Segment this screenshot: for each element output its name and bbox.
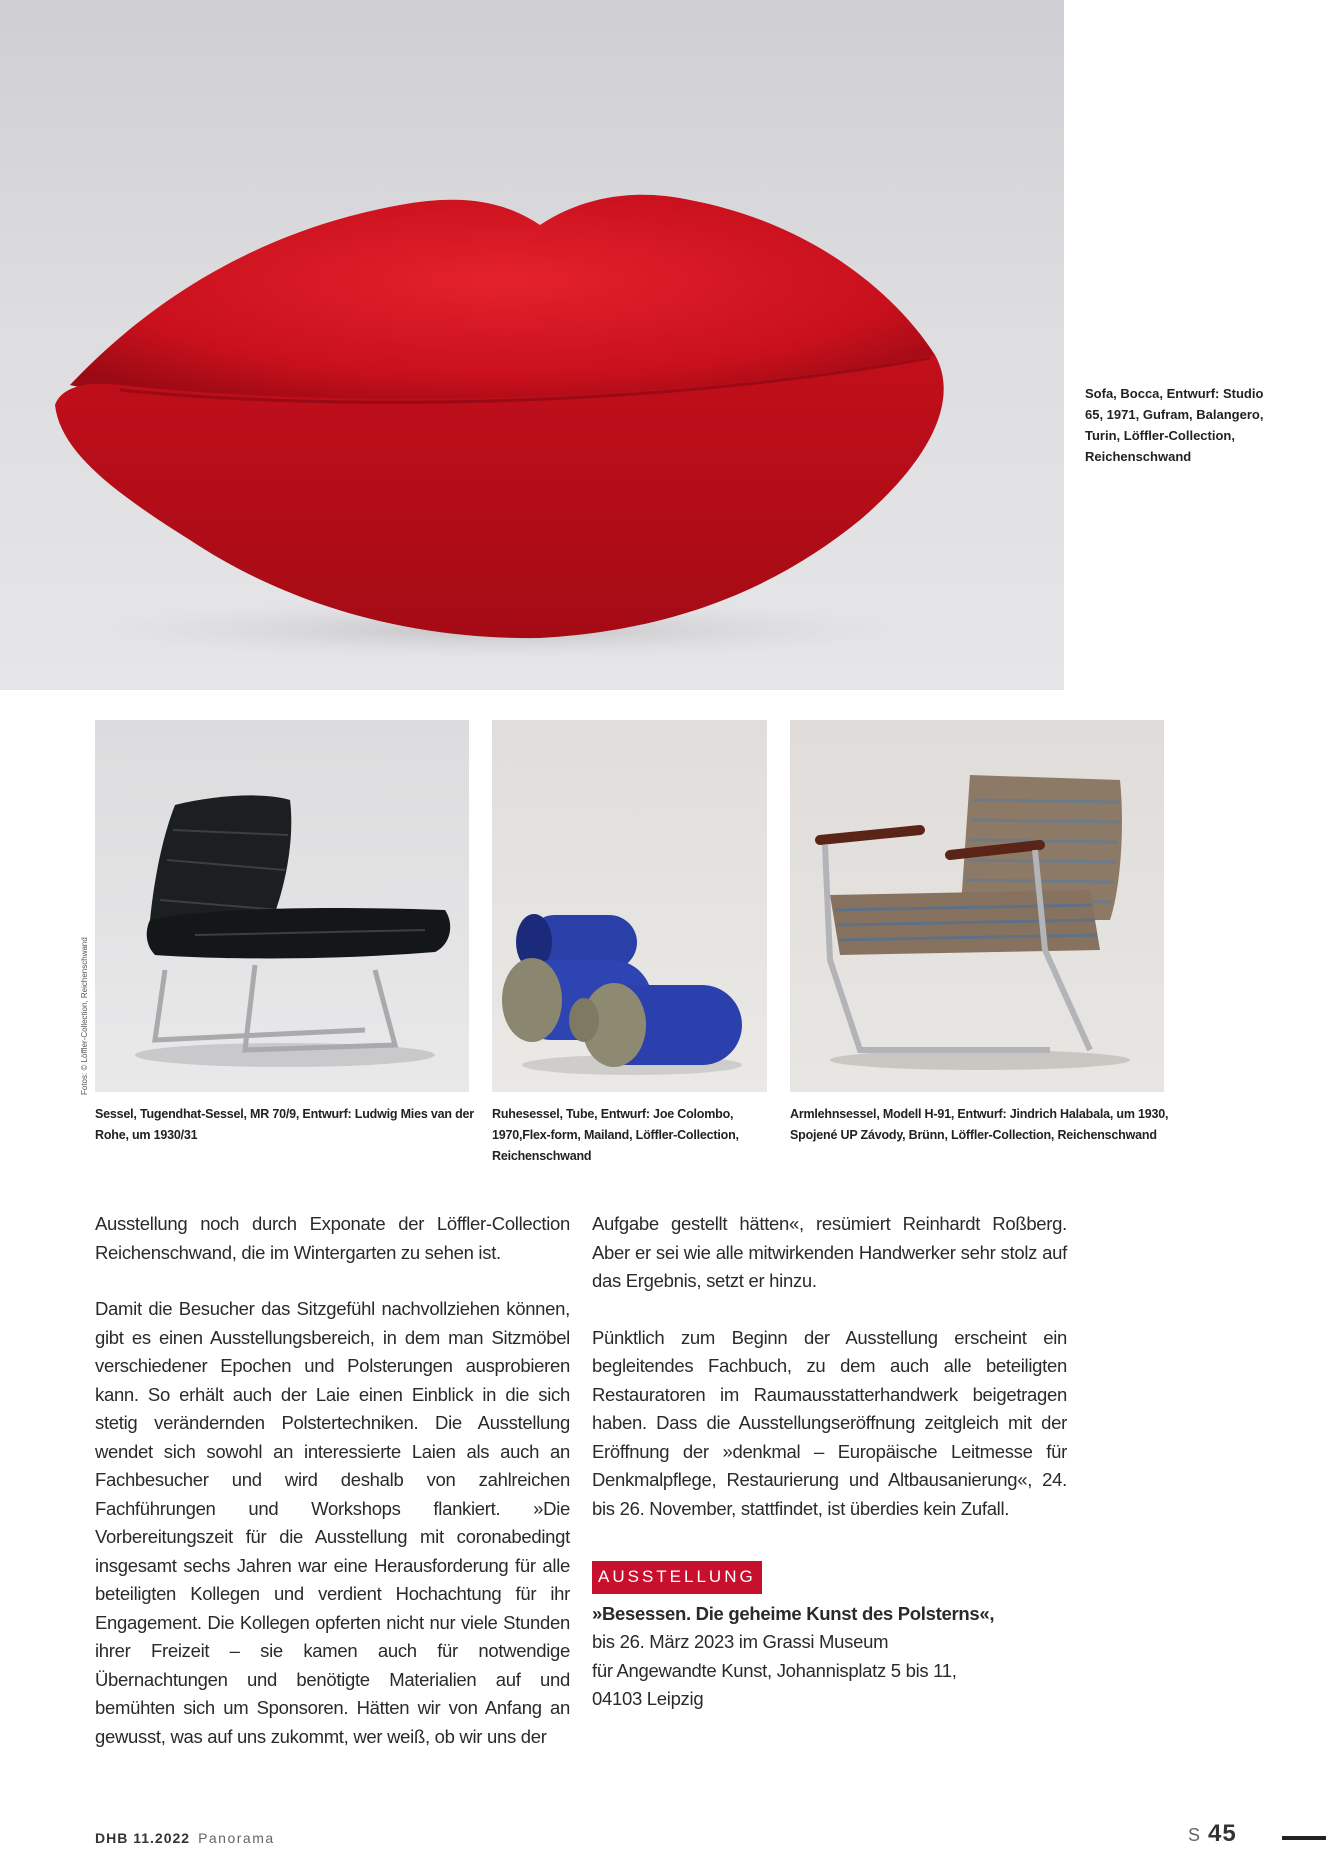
hero-caption: Sofa, Bocca, Entwurf: Studio 65, 1971, Gufram, Balangero, Turin, Löffler-Collection, Reichenschwand [1085, 386, 1264, 464]
text-column-left [95, 1210, 570, 1779]
caption-tube-chair: Ruhesessel, Tube, Entwurf: Joe Colombo, 1970,Flex-form, Mailand, Löffler-Collection, Reichenschwand [492, 1107, 739, 1163]
armchair-h91-illustration [790, 720, 1164, 1092]
photo-credit: Fotos: © Löffler-Collection, Reichenschwand [80, 937, 89, 1095]
photo-tugendhat-chair [95, 720, 469, 1092]
event-title: »Besessen. Die geheime Kunst des Polsterns«, [592, 1602, 995, 1624]
tube-chair-illustration [492, 720, 767, 1092]
event-date-venue: bis 26. März 2023 im Grassi Museum [592, 1631, 889, 1652]
event-address: für Angewandte Kunst, Johannisplatz 5 bis 11, [592, 1659, 957, 1681]
magazine-issue: DHB 11.2022 [95, 1830, 191, 1846]
page-number-block [1188, 1820, 1237, 1848]
event-info-box [592, 1551, 1067, 1714]
page-prefix: S [1188, 1825, 1201, 1845]
caption-tugendhat-chair: Sessel, Tugendhat-Sessel, MR 70/9, Entwurf: Ludwig Mies van der Rohe, um 1930/31 [95, 1107, 474, 1142]
event-city: 04103 Leipzig [592, 1688, 704, 1709]
lips-sofa-illustration [0, 0, 1064, 690]
paragraph: Aufgabe gestellt hätten«, resümiert Reinhardt Roßberg. Aber er sei wie alle mitwirkenden Handwerker sehr stolz auf das Ergebnis, setzt er hinzu. [592, 1213, 1067, 1291]
section-name: Panorama [198, 1830, 275, 1846]
exhibition-tag: AUSSTELLUNG [592, 1561, 762, 1594]
tugendhat-chair-illustration [95, 720, 469, 1092]
page-number: 45 [1208, 1820, 1237, 1847]
photo-tube-chair [492, 720, 767, 1092]
caption-armchair-h91: Armlehnsessel, Modell H-91, Entwurf: Jindrich Halabala, um 1930, Spojené UP Závody, Brünn, Löffler-Collection, Reichenschwand [790, 1107, 1169, 1142]
photo-armchair-h91 [790, 720, 1164, 1092]
paragraph: Ausstellung noch durch Exponate der Löffler-Collection Reichenschwand, die im Wintergarten zu sehen ist. [95, 1213, 570, 1263]
footer-rule [1282, 1836, 1326, 1840]
footer-magazine-info [95, 1830, 275, 1846]
text-column-right [592, 1210, 1067, 1714]
paragraph: Pünktlich zum Beginn der Ausstellung erscheint ein begleitendes Fachbuch, zu dem auch alle beteiligten Restauratoren im Raumausstatterhandwerk beigetragen haben. Dass die Ausstellungseröffnung zeitgleich mit der Eröffnung der »denkmal – Europäische Leitmesse für Denkmalpflege, Restaurierung und Altbausanierung«, 24. bis 26. November, stattfindet, ist überdies kein Zufall. [592, 1326, 1067, 1519]
paragraph: Damit die Besucher das Sitzgefühl nachvollziehen können, gibt es einen Ausstellungsbereich, in dem man Sitzmöbel verschiedener Epochen und Polsterungen ausprobieren kann. So erhält auch der Laie einen Einblick in die sich stetig verändernden Polstertechniken. Die Ausstellung wendet sich sowohl an interessierte Laien als auch an Fachbesucher und wird deshalb von zahlreichen Fachführungen und Workshops flankiert. »Die Vorbereitungszeit für die Ausstellung mit coronabedingt insgesamt sechs Jahren war eine Herausforderung für alle beteiligten Kollegen und verdient Hochachtung für ihr Engagement. Die Kollegen opferten nicht nur viele Stunden ihrer Freizeit – sie kamen auch für notwendige Übernachtungen und benötigte Materialien auf und bemühten sich um Sponsoren. Hätten wir von Anfang an gewusst, was auf uns zukommt, wer weiß, ob wir uns der [95, 1298, 570, 1747]
hero-photo-lips-sofa [0, 0, 1064, 690]
